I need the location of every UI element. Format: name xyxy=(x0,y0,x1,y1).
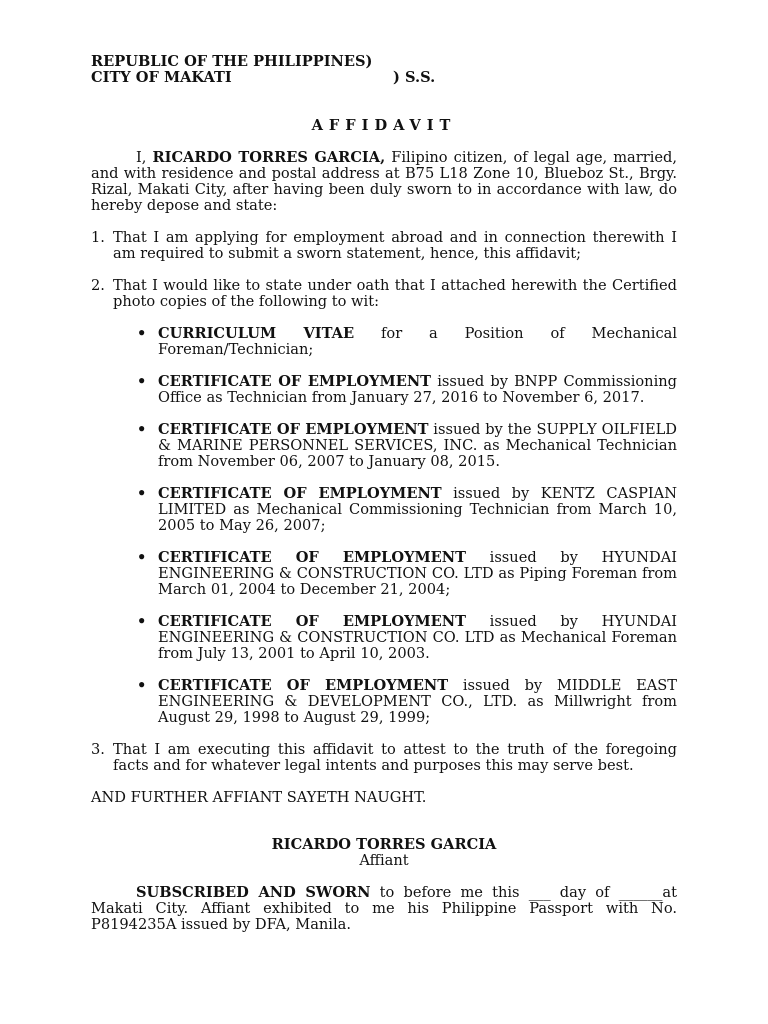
bullet-icon: • xyxy=(137,677,147,694)
bullet-icon: • xyxy=(137,421,147,438)
numbered-item-2 xyxy=(91,278,677,726)
header-republic: REPUBLIC OF THE PHILIPPINES) xyxy=(91,53,373,70)
item-number: 1. xyxy=(91,229,105,246)
attachment-item xyxy=(113,374,677,406)
bullet-icon: • xyxy=(137,325,147,342)
header-city xyxy=(91,70,677,86)
attachment-title: CERTIFICATE OF EMPLOYMENT xyxy=(158,549,466,566)
bullet-icon: • xyxy=(137,485,147,502)
affiant-name-signature: RICARDO TORRES GARCIA xyxy=(271,836,497,853)
attachment-title: CERTIFICATE OF EMPLOYMENT xyxy=(158,613,466,630)
attachment-detail: issued by HYUNDAI ENGINEERING & CONSTRUCTION CO. LTD as Piping Foreman from March 01, 2004 to December 21, 2004; xyxy=(158,549,677,598)
bullet-icon: • xyxy=(137,549,147,566)
attachment-item xyxy=(113,614,677,662)
attachment-detail: issued by HYUNDAI ENGINEERING & CONSTRUCTION CO. LTD as Mechanical Foreman from July 13, 2001 to April 10, 2003. xyxy=(158,613,677,662)
item-number: 3. xyxy=(91,741,105,758)
attachment-detail: issued by MIDDLE EAST ENGINEERING & DEVELOPMENT CO., LTD. as Millwright from August 29, 1998 to August 29, 1999; xyxy=(158,677,677,726)
intro-paragraph xyxy=(91,150,677,214)
item-number: 2. xyxy=(91,277,105,294)
affiant-name-intro: RICARDO TORRES GARCIA, xyxy=(152,149,386,166)
attachment-title: CERTIFICATE OF EMPLOYMENT xyxy=(158,677,449,694)
affiant-role: Affiant xyxy=(359,852,409,869)
attachment-item xyxy=(113,678,677,726)
attachment-list xyxy=(113,326,677,726)
attachment-item xyxy=(113,486,677,534)
bullet-icon: • xyxy=(137,613,147,630)
intro-prefix: I, xyxy=(136,149,153,166)
attachment-title: CURRICULUM VITAE xyxy=(158,325,355,342)
closing-statement: AND FURTHER AFFIANT SAYETH NAUGHT. xyxy=(91,789,427,806)
document-title: AFFIDAVIT xyxy=(311,117,457,134)
item-text: That I am applying for employment abroad and in connection therewith I am required to submit a sworn statement, hence, this affidavit; xyxy=(113,229,677,262)
header-city-name: CITY OF MAKATI xyxy=(91,69,232,86)
signature-block xyxy=(91,837,677,869)
attachment-item xyxy=(113,326,677,358)
jurat-paragraph xyxy=(91,885,677,933)
item-text: That I am executing this affidavit to attest to the truth of the foregoing facts and for whatever legal intents and purposes this may serve best. xyxy=(113,741,677,774)
attachment-title: CERTIFICATE OF EMPLOYMENT xyxy=(158,485,442,502)
attachment-detail: issued by KENTZ CASPIAN LIMITED as Mechanical Commissioning Technician from March 10, 2005 to May 26, 2007; xyxy=(158,485,677,534)
numbered-item-1 xyxy=(91,230,677,262)
header-ss: ) S.S. xyxy=(393,69,436,86)
affidavit-page xyxy=(91,54,677,933)
attachment-item xyxy=(113,550,677,598)
intro-text: Filipino citizen, of legal age, married, and with residence and postal address at B75 L18 Zone 10, Blueboz St., Brgy. Rizal, Makati City, after having been duly sworn to in accordance with law, do hereby depose and state: xyxy=(91,149,677,214)
attachment-detail: issued by BNPP Commissioning Office as Technician from January 27, 2016 to November 6, 2017. xyxy=(158,373,677,406)
attachment-item xyxy=(113,422,677,470)
bullet-icon: • xyxy=(137,373,147,390)
attachment-title: CERTIFICATE OF EMPLOYMENT xyxy=(158,373,432,390)
attachment-detail: issued by the SUPPLY OILFIELD & MARINE PERSONNEL SERVICES, INC. as Mechanical Technician from November 06, 2007 to January 08, 2015. xyxy=(158,421,677,470)
attachment-detail: for a Position of Mechanical Foreman/Technician; xyxy=(158,325,677,358)
item-text: That I would like to state under oath that I attached herewith the Certified photo copies of the following to wit: xyxy=(113,277,677,310)
attachment-title: CERTIFICATE OF EMPLOYMENT xyxy=(158,421,429,438)
numbered-item-3 xyxy=(91,742,677,774)
jurat-text: to before me this ___ day of ______at Makati City. Affiant exhibited to me his Philippine Passport with No. P8194235A issued by DFA, Manila. xyxy=(91,884,677,933)
jurat-heading: SUBSCRIBED AND SWORN xyxy=(136,884,371,901)
